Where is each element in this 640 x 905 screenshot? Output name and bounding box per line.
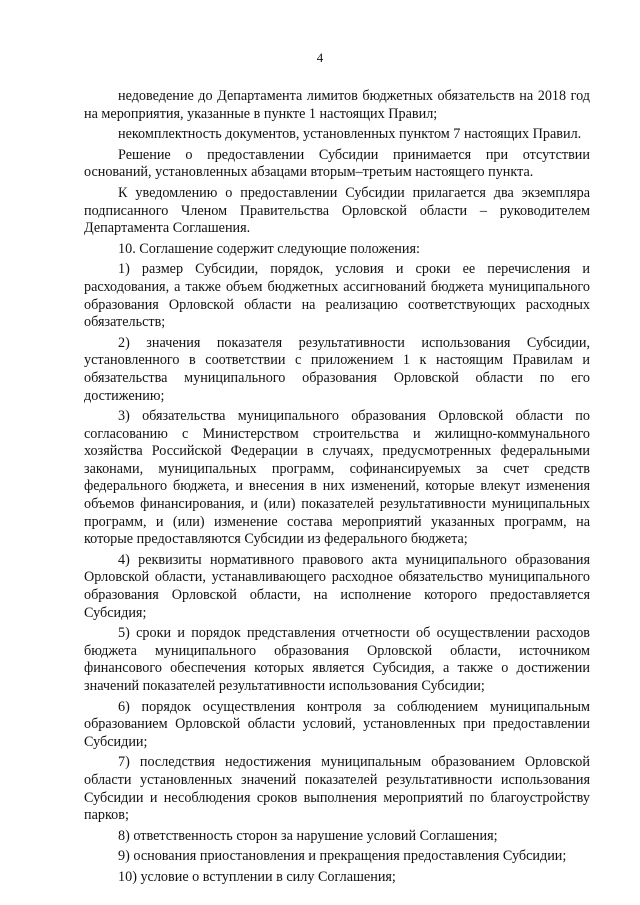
paragraph: недоведение до Департамента лимитов бюджетных обязательств на 2018 год на мероприятия, указанные в пункте 1 настоящих Правил;: [84, 88, 590, 122]
paragraph: некомплектность документов, установленных пунктом 7 настоящих Правил.: [118, 126, 582, 143]
list-item: 1) размер Субсидии, порядок, условия и сроки ее перечисления и расходования, а также объем бюджетных ассигнований бюджета муниципального образования Орловской области на реализацию соответствующих расходных обязательств;: [84, 261, 590, 331]
list-item: 10) условие о вступлении в силу Соглашения;: [118, 868, 396, 885]
page-number: 4: [316, 50, 324, 65]
list-item: 4) реквизиты нормативного правового акта муниципального образования Орловской области, устанавливающего расходное обязательство муниципального образования Орловской области, на исполнение которого предоставляется Субсидия;: [84, 551, 590, 621]
paragraph: К уведомлению о предоставлении Субсидии прилагается два экземпляра подписанного Членом Правительства Орловской области – руководителем Департамента Соглашения.: [84, 184, 590, 237]
paragraph: 10. Соглашение содержит следующие положения:: [118, 240, 420, 257]
list-item: 9) основания приостановления и прекращения предоставления Субсидии;: [118, 848, 567, 865]
list-item: 3) обязательства муниципального образования Орловской области по согласованию с Министерством строительства и жилищно-коммунального хозяйства Российской Федерации в случаях, предусмотренных федеральными законами, муниципальных программ, софинансируемых за счет средств федерального бюджета, и внесения в них изменений, которые влекут изменения объемов финансирования, и (или) показателей результативности муниципальных программ, и (или) изменение состава мероприятий указанных программ, на которые предоставляются Субсидии из федерального бюджета;: [84, 408, 590, 548]
list-item: 2) значения показателя результативности использования Субсидии, установленного в соответствии с приложением 1 к настоящим Правилам и обязательства муниципального образования Орловской области по его достижению;: [84, 334, 590, 404]
list-item: 7) последствия недостижения муниципальным образованием Орловской области установленных значений показателей результативности использования Субсидии и несоблюдения сроков выполнения мероприятий по благоустройству парков;: [84, 754, 590, 824]
list-item: 5) сроки и порядок представления отчетности об осуществлении расходов бюджета муниципального образования Орловской области, источником финансового обеспечения которых является Субсидия, а также о достижении значений показателей результативности использования Субсидии;: [84, 625, 590, 694]
paragraph: Решение о предоставлении Субсидии принимается при отсутствии оснований, установленных абзацами вторым–третьим настоящего пункта.: [84, 146, 590, 181]
list-item: 6) порядок осуществления контроля за соблюдением муниципальным образованием Орловской области условий, установленных при предоставлении Субсидии;: [84, 698, 590, 750]
list-item: 8) ответственность сторон за нарушение условий Соглашения;: [118, 827, 498, 844]
document-body: [84, 88, 590, 890]
